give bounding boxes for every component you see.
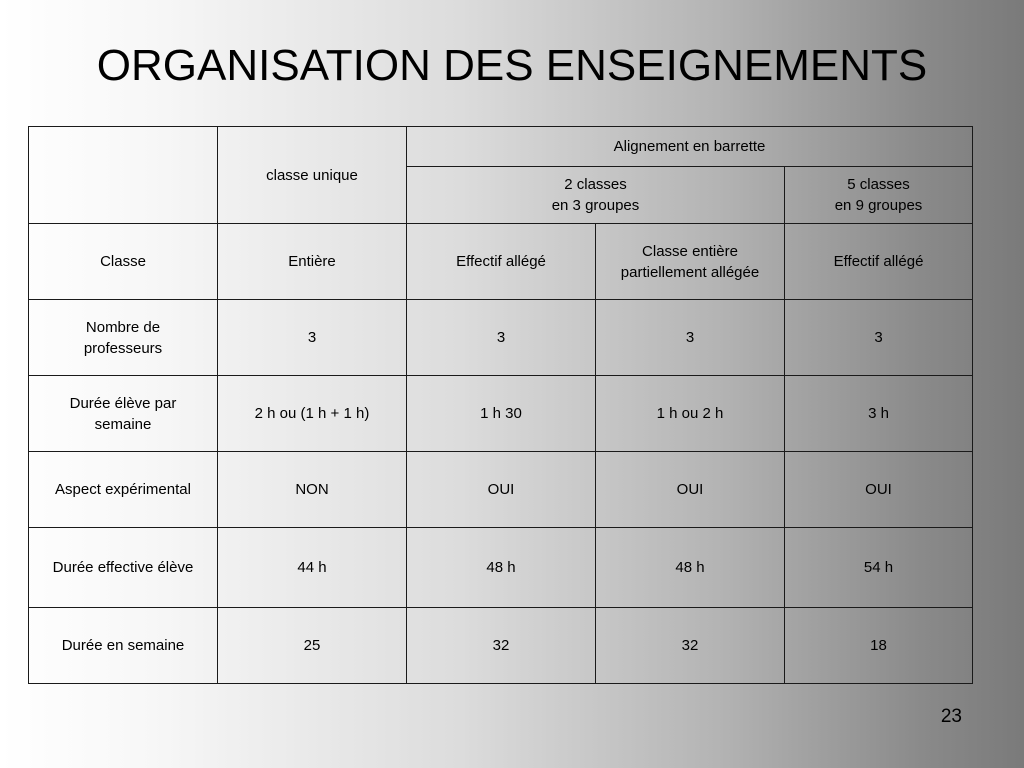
table-cell (785, 376, 973, 452)
table-cell (785, 224, 973, 300)
table-cell-line: 48 h (675, 559, 705, 576)
table-cell (407, 300, 596, 376)
table-cell-line: 48 h (486, 559, 516, 576)
table-cell-line: Classe entière (642, 242, 738, 260)
table-cell (407, 224, 596, 300)
table-row (29, 300, 973, 376)
row-label (29, 300, 218, 376)
row-label (29, 376, 218, 452)
table-cell-line: 3 (685, 329, 695, 346)
table-cell-line: Effectif allégé (833, 253, 924, 270)
table-cell-line: Entière (288, 253, 336, 270)
table-cell (218, 608, 407, 684)
slide-number: 23 (940, 706, 962, 727)
row-label (29, 224, 218, 300)
row-label (29, 528, 218, 608)
table-cell-line: 44 h (297, 559, 327, 576)
table-cell (218, 452, 407, 528)
table-cell (596, 608, 785, 684)
row-label-line: semaine (94, 415, 152, 433)
table-cell-line: 1 h 30 (480, 405, 522, 422)
header-group-5-classes (785, 167, 973, 224)
table-cell-line: 3 (874, 329, 883, 346)
row-label (29, 608, 218, 684)
header-group-5-line-1: 5 classes (847, 176, 910, 193)
table-cell-line: NON (295, 481, 329, 498)
header-alignement-barrette: Alignement en barrette (407, 127, 973, 167)
table-cell (596, 224, 785, 300)
header-classe-unique: classe unique (218, 127, 407, 224)
table-cell (785, 528, 973, 608)
header-group-2-classes (407, 167, 785, 224)
row-label (29, 452, 218, 528)
table-cell (785, 300, 973, 376)
table-cell-line: 18 (870, 637, 887, 654)
table-cell-line: 1 h ou 2 h (656, 405, 724, 422)
table-cell (218, 300, 407, 376)
table-cell (407, 452, 596, 528)
row-label-line: Durée élève par (69, 394, 177, 412)
table-cell-line: 3 (496, 329, 506, 346)
slide-title: ORGANISATION DES ENSEIGNEMENTS (96, 41, 928, 90)
table-cell-line: 3 (307, 329, 317, 346)
table-row (29, 376, 973, 452)
table-cell (218, 376, 407, 452)
table-cell (596, 376, 785, 452)
header-group-5-line-2: en 9 groupes (834, 197, 923, 214)
header-row-1 (29, 127, 973, 167)
table-cell (407, 528, 596, 608)
table-cell (596, 300, 785, 376)
table-cell-line: OUI (487, 481, 515, 498)
table-cell (407, 376, 596, 452)
table-cell-line: 32 (492, 637, 510, 654)
table-body (29, 224, 973, 684)
table-cell-line: Effectif allégé (456, 253, 546, 270)
organisation-table (28, 126, 973, 684)
row-label-line: Durée en semaine (61, 637, 185, 654)
table-cell (407, 608, 596, 684)
corner-cell (29, 127, 218, 224)
table-cell (596, 528, 785, 608)
row-label-line: Classe (100, 253, 146, 270)
row-label-line: professeurs (83, 339, 163, 357)
table-cell-line: OUI (865, 481, 892, 498)
table-cell-line: OUI (676, 481, 704, 498)
row-label-line: Nombre de (85, 318, 161, 336)
table-cell-line: 25 (303, 637, 321, 654)
table-cell-line: partiellement allégée (620, 263, 760, 281)
header-group-2-line-1: 2 classes (564, 176, 627, 193)
header-group-2-line-2: en 3 groupes (551, 197, 640, 214)
table-cell (596, 452, 785, 528)
table-cell-line: 54 h (863, 559, 894, 576)
table-row (29, 452, 973, 528)
table-cell (218, 224, 407, 300)
table-cell (785, 452, 973, 528)
table-cell-line: 3 h (868, 405, 889, 422)
table-row (29, 224, 973, 300)
table-cell (218, 528, 407, 608)
row-label-line: Aspect expérimental (55, 481, 191, 498)
table-row (29, 608, 973, 684)
table-cell (785, 608, 973, 684)
row-label-line: Durée effective élève (52, 559, 194, 576)
table-cell-line: 32 (681, 637, 699, 654)
table-cell-line: 2 h ou (1 h + 1 h) (254, 405, 370, 422)
table-row (29, 528, 973, 608)
